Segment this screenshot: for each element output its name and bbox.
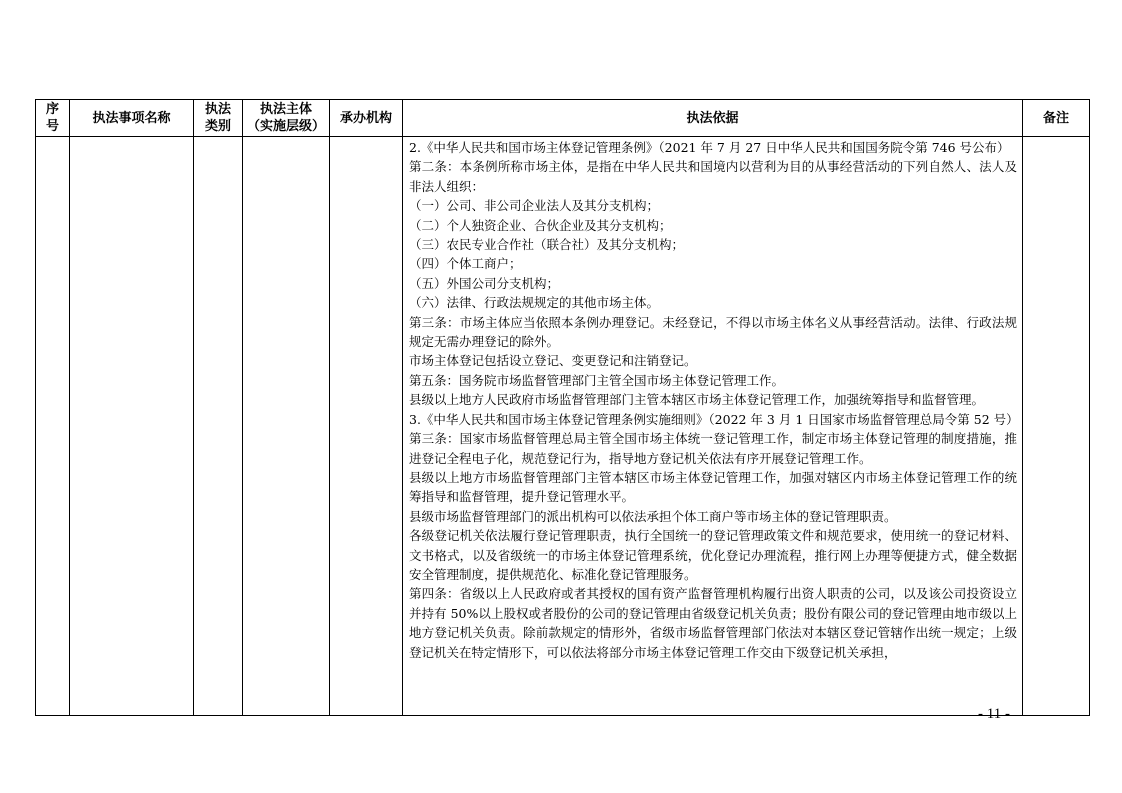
basis-paragraph: 第四条：省级以上人民政府或者其授权的国有资产监督管理机构履行出资人职责的公司，以及该公司投资设立并持有 50%以上股权或者股份的公司的登记管理由省级登记机关负责；股份有限公司的登记管理由地市级以上地方登记机关负责。除前款规定的情形外，省级市场监督管理部门依法对本辖区登记管辖作出统一规定；上级登记机关在特定情形下，可以依法将部分市场主体登记管理工作交由下级登记机关承担，	[409, 586, 1017, 660]
basis-paragraph: 2.《中华人民共和国市场主体登记管理条例》（2021 年 7 月 27 日中华人民共和国国务院令第 746 号公布）	[409, 140, 1010, 155]
basis-paragraph: （一）公司、非公司企业法人及其分支机构；	[409, 198, 660, 214]
cell-item-name	[70, 137, 194, 716]
header-category: 执法 类别	[194, 100, 243, 137]
cell-category	[194, 137, 243, 716]
basis-paragraph: 县级以上地方人民政府市场监督管理部门主管本辖区市场主体登记管理工作，加强统筹指导和监督管理。	[409, 392, 985, 408]
cell-basis	[403, 137, 1023, 716]
table-row	[36, 137, 1090, 716]
basis-paragraph: 县级以上地方市场监督管理部门主管本辖区市场主体登记管理工作，加强对辖区内市场主体登记管理工作的统筹指导和监督管理，提升登记管理水平。	[409, 469, 1017, 505]
header-seq: 序 号	[36, 100, 70, 137]
basis-paragraph: 各级登记机关依法履行登记管理职责，执行全国统一的登记管理政策文件和规范要求，使用统一的登记材料、文书格式，以及省级统一的市场主体登记管理系统，优化登记办理流程，推行网上办理等便捷方式，健全数据安全管理制度，提供规范化、标准化登记管理服务。	[409, 528, 1017, 582]
header-agency: 承办机构	[330, 100, 403, 137]
basis-paragraph: （二）个人独资企业、合伙企业及其分支机构；	[409, 217, 672, 233]
cell-agency	[330, 137, 403, 716]
basis-paragraph: （五）外国公司分支机构；	[409, 275, 560, 291]
enforcement-table	[35, 99, 1090, 716]
basis-paragraph: 第五条：国务院市场监督管理部门主管全国市场主体登记管理工作。	[409, 372, 785, 388]
basis-paragraph: 市场主体登记包括设立登记、变更登记和注销登记。	[409, 353, 697, 369]
header-remarks: 备注	[1023, 100, 1090, 137]
basis-paragraph: 第二条：本条例所称市场主体，是指在中华人民共和国境内以营利为目的从事经营活动的下列自然人、法人及非法人组织：	[409, 159, 1017, 194]
basis-paragraph: 县级市场监督管理部门的派出机构可以依法承担个体工商户等市场主体的登记管理职责。	[409, 508, 897, 524]
cell-seq	[36, 137, 70, 716]
header-subject: 执法主体 （实施层级）	[243, 100, 330, 137]
header-item-name: 执法事项名称	[70, 100, 194, 137]
header-basis: 执法依据	[403, 100, 1023, 137]
cell-remarks	[1023, 137, 1090, 716]
basis-paragraph: （四）个体工商户；	[409, 256, 522, 272]
table-header-row	[36, 100, 1090, 137]
basis-paragraph: 3.《中华人民共和国市场主体登记管理条例实施细则》（2022 年 3 月 1 日国家市场监督管理总局令第 52 号）	[409, 411, 1019, 427]
basis-paragraph: （三）农民专业合作社（联合社）及其分支机构；	[409, 237, 685, 253]
basis-paragraph: 第三条：国家市场监督管理总局主管全国市场主体统一登记管理工作，制定市场主体登记管理的制度措施，推进登记全程电子化，规范登记行为，指导地方登记机关依法有序开展登记管理工作。	[409, 431, 1017, 466]
basis-paragraph: （六）法律、行政法规规定的其他市场主体。	[409, 295, 660, 311]
page-number: - 11 -	[978, 706, 1010, 722]
basis-paragraph: 第三条：市场主体应当依照本条例办理登记。未经登记，不得以市场主体名义从事经营活动。法律、行政法规规定无需办理登记的除外。	[409, 314, 1017, 350]
cell-subject	[243, 137, 330, 716]
